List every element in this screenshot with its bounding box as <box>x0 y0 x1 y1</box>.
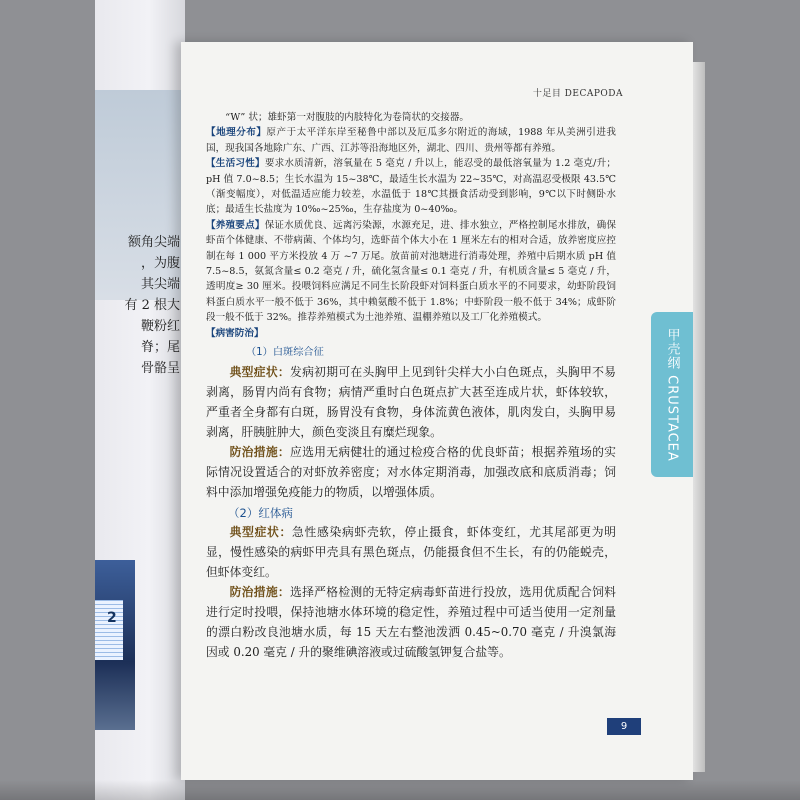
farming-text: 保证水质优良、远离污染源，水源充足，进、排水独立，严格控制尾水排放，确保虾苗个体健康、不带病菌、个体均匀，选虾苗个体大小在 1 厘米左右的相对合适，放养密度应控制在每 1 000 平方米投放 4 万 ~7 万尾。放苗前对池塘进行消毒处理，养殖中后期水质 pH 值 7.5~8.5，氨氮含量≤ 0.2 毫克 / 升，硫化氢含量≤ 0.1 毫克 / 升，有机质含量≤ 5 毫克 / 升，透明度≥ 30 厘米。投喂饲料应满足不同生长阶段虾对饲料蛋白质水平的不同要求，幼虾阶段饲料蛋白质水平一般不低于 36%，其中赖氨酸不低于 1.8%；中虾阶段一般不低于 34%；成虾阶段一般不低于 32%。推荐养殖模式为土池养殖、温棚养殖以及工厂化养殖模式。 <box>206 219 617 324</box>
previous-page-line: 脊；尾 <box>140 340 180 355</box>
habit-heading: 【生活习性】 <box>206 158 265 170</box>
habit-text: 要求水质清新，溶氧量在 5 毫克 / 升以上，能忍受的最低溶氧量为 1.2 毫克/升；pH 值 7.0~8.5；生长水温为 15~38℃，最适生长水温为 22~35℃，对高温忍受极限 43.5℃（渐变幅度），对低温适应能力较差，水温低于 18℃其摄食活动受到影响，9℃以下时侧卧水底；最适生长盐度为 10‰~25‰，生存盐度为 0~40‰。 <box>206 158 617 216</box>
disease-title: （2）红体病 <box>228 505 293 520</box>
geo-text: 原产于太平洋东岸至秘鲁中部以及厄瓜多尔附近的海域，1988 年从美洲引进我国，现我国各地除广东、广西、江苏等沿海地区外，湖北、四川、贵州等都有养殖。 <box>206 127 617 154</box>
page-number: 9 <box>607 718 641 735</box>
previous-page-line: 额角尖端 <box>127 235 180 250</box>
geo-section <box>206 125 616 156</box>
previous-page-line: 有 2 根大 <box>124 298 180 313</box>
ruler-image <box>95 600 123 660</box>
measure-text: 应选用无病健壮的通过检疫合格的优良虾苗；根据养殖场的实际情况设置适合的对虾放养密度；对水体定期消毒，加强改底和底质消毒；饲料中添加增强免疫能力的物质，以增强体质。 <box>206 444 616 499</box>
disease-body <box>206 522 616 662</box>
previous-page-line: 鞭粉红 <box>140 319 180 334</box>
running-head: 十足目 DECAPODA <box>532 89 623 99</box>
previous-page-line: 其尖端 <box>140 277 180 292</box>
measure-text: 选择严格检测的无特定病毒虾苗进行投放，选用优质配合饲料进行定时投喂，保持池塘水体环境的稳定性，养殖过程中可适当使用一定剂量的漂白粉改良池塘水质，每 15 天左右整池泼洒 0.45~0.70 毫克 / 升溴氯海因或 0.20 毫克 / 升的聚维碘溶液或过硫酸氢钾复合盐等。 <box>206 584 616 659</box>
book-page <box>181 42 693 780</box>
measure-paragraph <box>206 442 616 502</box>
previous-page-text <box>115 232 180 379</box>
table-shadow <box>0 780 800 800</box>
disease-heading: 【病害防治】 <box>206 327 264 339</box>
symptom-label: 典型症状： <box>229 524 293 539</box>
measure-label: 防治措施： <box>229 584 291 599</box>
previous-page-line: ，为腹 <box>140 256 180 271</box>
section-side-tab <box>651 312 693 477</box>
farming-heading: 【养殖要点】 <box>206 219 265 231</box>
measure-label: 防治措施： <box>229 444 291 459</box>
previous-page-edge <box>95 0 185 800</box>
symptom-text: 急性感染病虾壳软，停止摄食，虾体变红，尤其尾部更为明显，慢性感染的病虾甲壳具有黑色斑点，仍能摄食但不生长，有的仍能蜕壳，但虾体变红。 <box>206 524 616 579</box>
symptom-paragraph <box>206 362 616 442</box>
page-content <box>206 110 616 662</box>
ruler-number: 2 <box>107 610 117 626</box>
geo-heading: 【地理分布】 <box>206 127 267 139</box>
symptom-label: 典型症状： <box>229 364 291 379</box>
side-tab-label: 甲壳纲 CRUSTACEA <box>664 327 680 462</box>
previous-page-line: 骨骼呈 <box>140 361 180 376</box>
disease-title: （1）白斑综合征 <box>246 347 324 359</box>
symptom-paragraph <box>206 522 616 582</box>
farming-section <box>206 218 616 326</box>
disease-body <box>206 362 616 502</box>
symptom-text: 发病初期可在头胸甲上见到针尖样大小白色斑点，头胸甲不易剥离，肠胃内尚有食物；病情严重时白色斑点扩大甚至连成片状，虾体较软，严重者全身都有白斑，肠胃没有食物，身体流黄色液体，肌肉发白，头胸甲易剥离，肝胰脏肿大，颜色变淡且有糜烂现象。 <box>206 364 616 439</box>
habit-section <box>206 156 616 218</box>
intro-paragraph: “W” 状；雄虾第一对腹肢的内肢特化为卷筒状的交接器。 <box>225 112 470 123</box>
page-stack-edge <box>693 62 705 772</box>
measure-paragraph <box>206 582 616 662</box>
